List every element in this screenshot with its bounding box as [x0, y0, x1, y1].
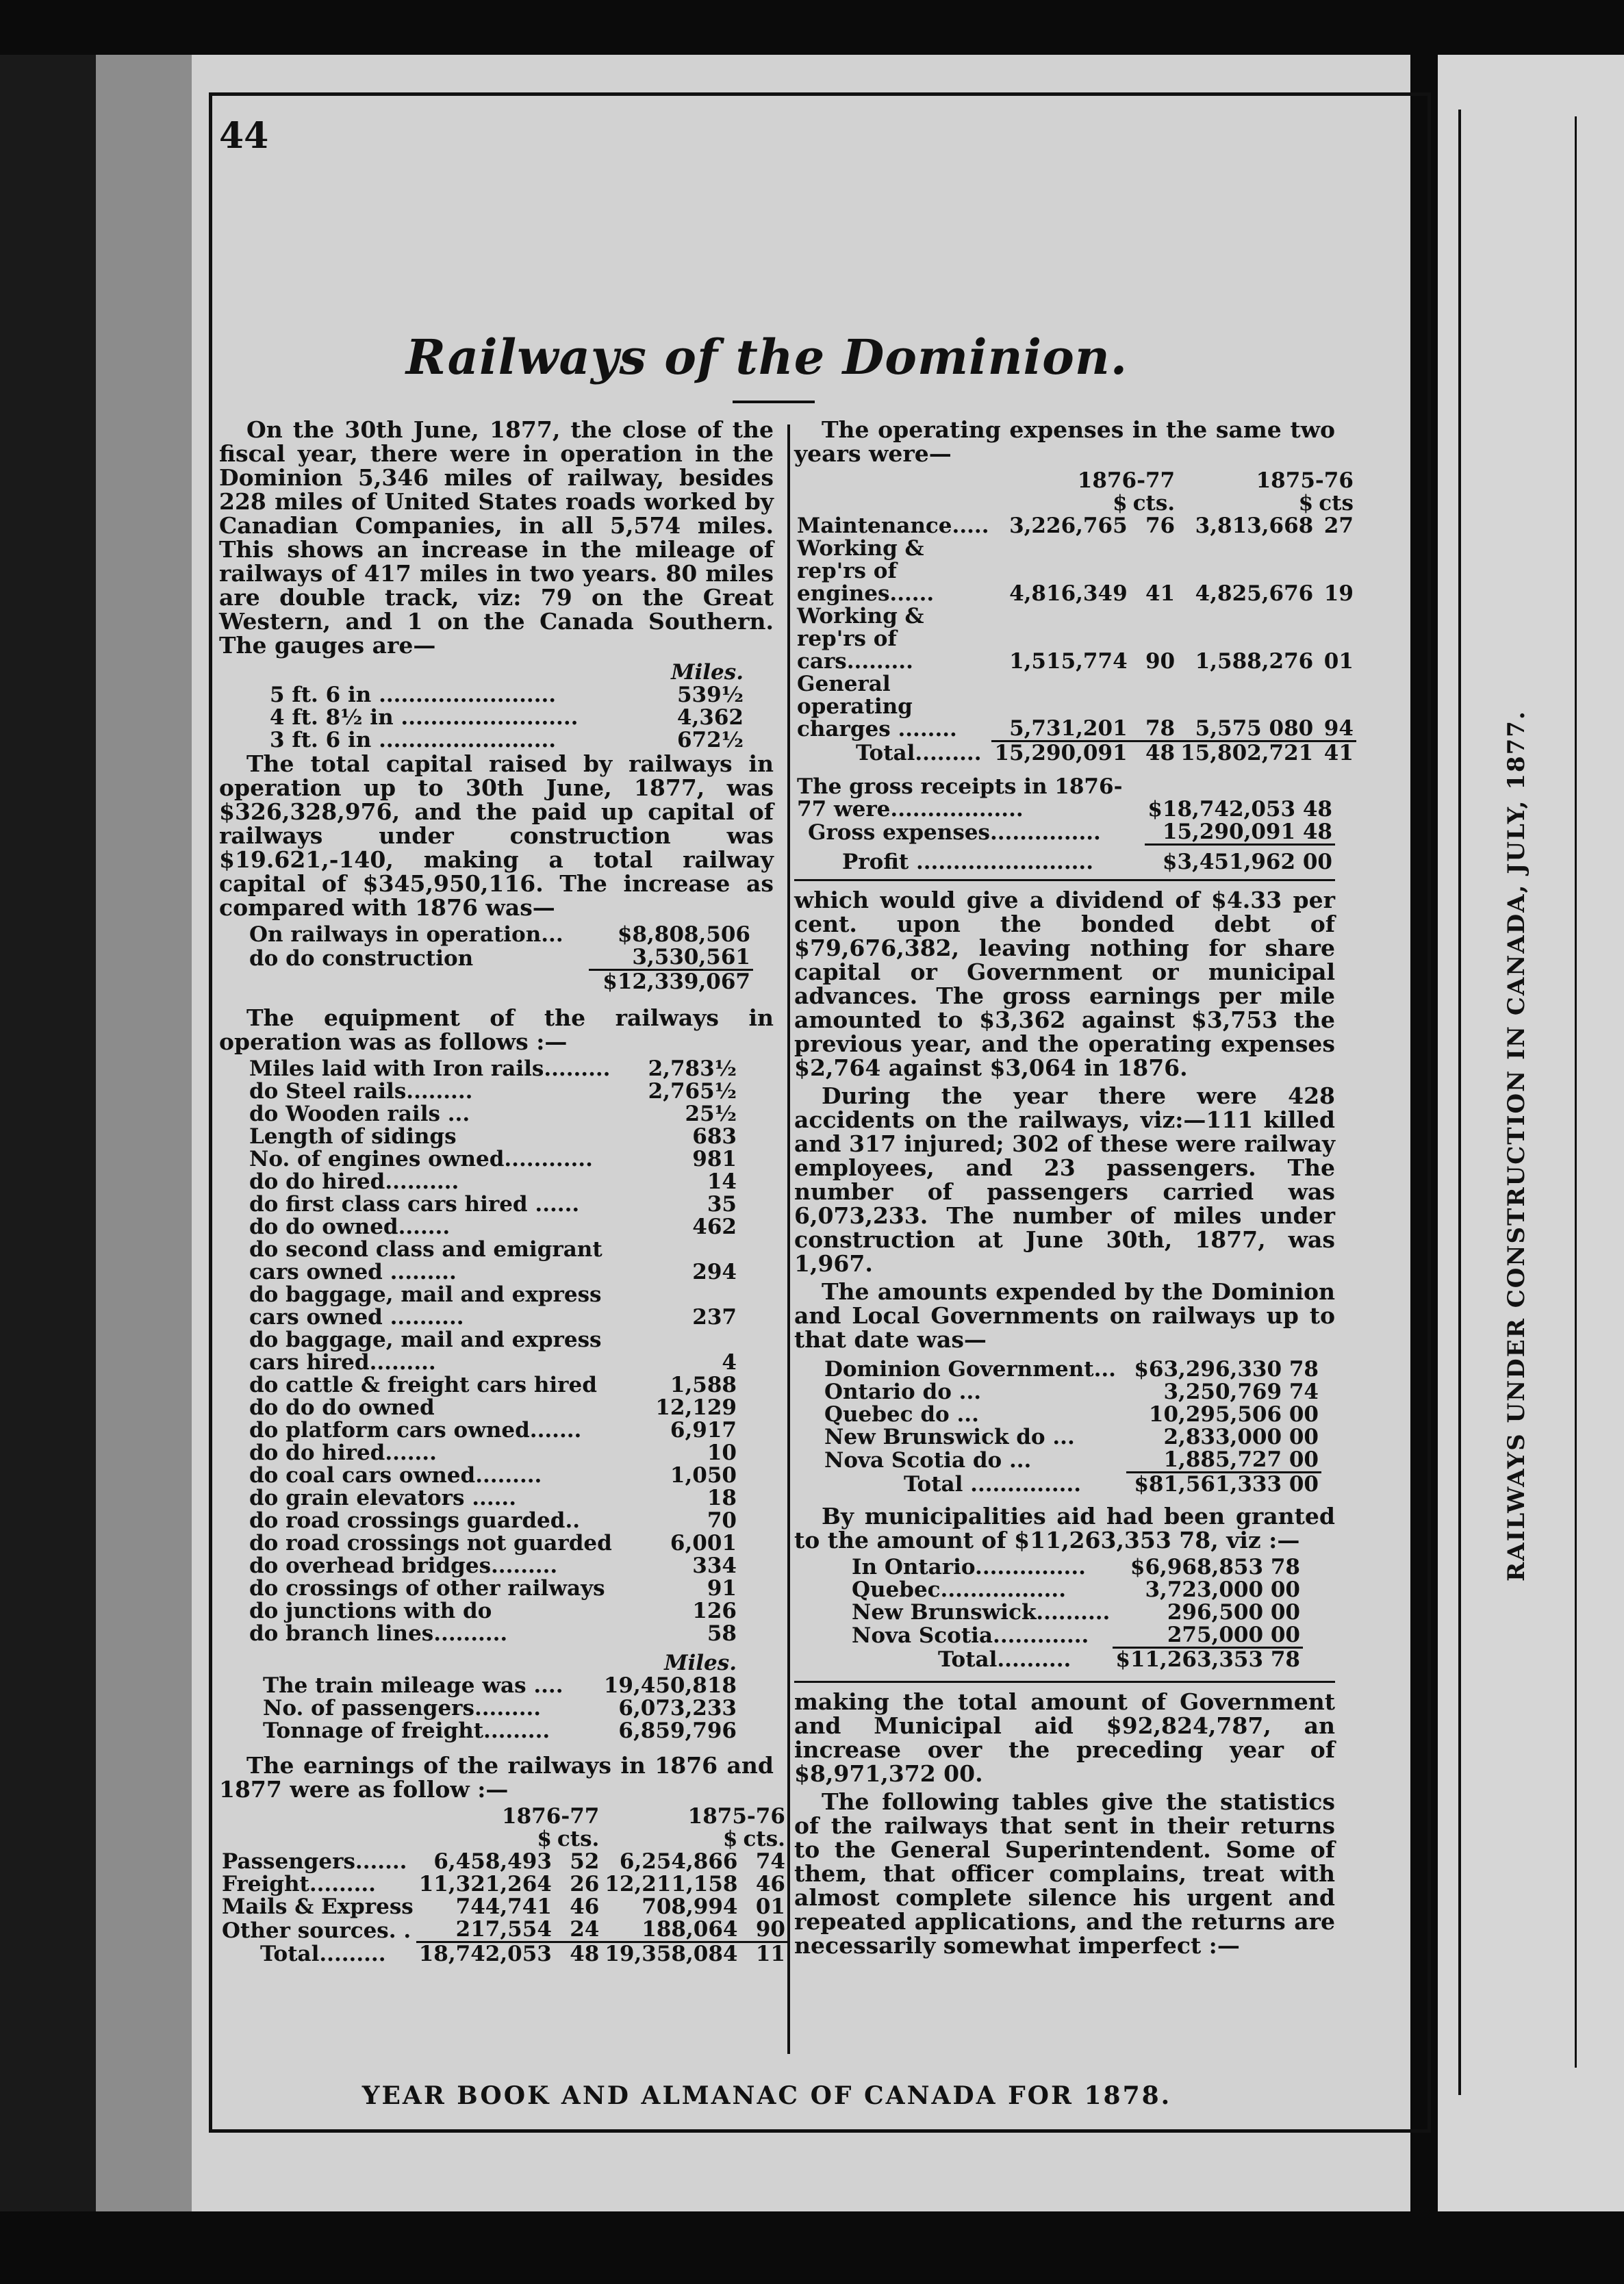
right-column: [794, 416, 1354, 1962]
table-row: 4 ft. 8½ in ........................ 4,362: [270, 705, 744, 730]
capital-paragraph: The total capital raised by railways in operation up to 30th June, 1877, was $326,328,976, and the paid up capital of railways under construction was $19.621,-140, making a total railway capital of $345,950,116. The increase as compared with 1876 was—: [219, 750, 774, 921]
gauges-header: Miles.: [671, 660, 744, 685]
table-row: Ontario do ... 3,250,769 74: [824, 1379, 1319, 1404]
table-row: do baggage, mail and express cars hired......... 4: [249, 1328, 737, 1375]
table-row: do road crossings not guarded 6,001: [249, 1531, 737, 1556]
equipment-table: [246, 1058, 739, 1645]
municipal-paragraph: By municipalities aid had been granted to the amount of $11,263,353 78, viz :—: [794, 1502, 1335, 1553]
table-row: Quebec................. 3,723,000 00: [852, 1577, 1300, 1602]
table-row: do do owned....... 462: [249, 1215, 737, 1239]
page-footer: YEAR BOOK AND ALMANAC OF CANADA FOR 1878.: [361, 2081, 1172, 2110]
table-row: New Brunswick.......... 296,500 00: [852, 1599, 1300, 1625]
section-rule: [794, 1681, 1335, 1683]
table-row: Passengers....... 6,458,493 52 6,254,866 74: [222, 1849, 785, 1874]
page-title: Railways of the Dominion.: [405, 329, 1128, 385]
table-row: Nova Scotia............. 275,000 00: [852, 1622, 1300, 1648]
table-row: The train mileage was .... 19,450,818: [263, 1673, 737, 1698]
facing-page-running-head: RAILWAYS UNDER CONSTRUCTION IN CANADA, JULY, 1877.: [1503, 710, 1530, 1582]
table-row: do Wooden rails ... 25½: [249, 1102, 737, 1126]
table-row: do do do owned 12,129: [249, 1395, 737, 1420]
table-row: Quebec do ... 10,295,506 00: [824, 1401, 1319, 1427]
gauges-table: [267, 661, 746, 752]
table-row: 3 ft. 6 in ........................ 672½: [270, 728, 744, 752]
increase-total: $12,339,067: [589, 970, 753, 994]
table-row: New Brunswick do ... 2,833,000 00: [824, 1424, 1319, 1449]
section-rule: [794, 879, 1335, 881]
government-table: [822, 1358, 1321, 1496]
table-row: do crossings of other railways 91: [249, 1576, 737, 1601]
table-row: [246, 970, 753, 994]
gross-table: [794, 776, 1335, 874]
table-row: In Ontario............... $6,968,853 78: [852, 1554, 1300, 1579]
table-row: do junctions with do 126: [249, 1599, 737, 1623]
profit-row: Profit ........................ $3,451,962 00: [794, 844, 1335, 874]
table-row: Freight......... 11,321,264 26 12,211,158 46: [222, 1872, 785, 1896]
table-row: do grain elevators ...... 18: [249, 1486, 737, 1510]
increase-table: [246, 924, 753, 993]
expenses-total-row: Total......... 15,290,091 48 15,802,721 41: [794, 741, 1356, 765]
earnings-paragraph: The earnings of the railways in 1876 and 1877 were as follow :—: [219, 1752, 774, 1803]
table-row: No. of passengers......... 6,073,233: [263, 1696, 737, 1721]
operating-expenses-paragraph: The operating expenses in the same two years were—: [794, 416, 1335, 467]
table-row: do overhead bridges......... 334: [249, 1553, 737, 1578]
table-row: 5 ft. 6 in ........................ 539½: [270, 683, 744, 707]
table-row: do branch lines.......... 58: [249, 1621, 737, 1646]
table-row: Other sources. . 217,554 24 188,064 90: [222, 1917, 785, 1943]
table-row: do platform cars owned....... 6,917: [249, 1418, 737, 1443]
table-row: General operating charges ........ 5,731,201 78 5,575 080 94: [797, 672, 1354, 741]
table-row: On railways in operation... $8,808,506: [249, 922, 750, 947]
table-row: Nova Scotia do ... 1,885,727 00: [824, 1447, 1319, 1473]
table-row: Dominion Government... $63,296,330 78: [824, 1356, 1319, 1382]
traffic-table: [260, 1652, 739, 1742]
table-row: do first class cars hired ...... 35: [249, 1192, 737, 1217]
table-row: do do construction 3,530,561: [249, 945, 750, 971]
government-total-row: Total ............... $81,561,333 00: [822, 1472, 1321, 1496]
table-row: do do hired.......... 14: [249, 1169, 737, 1194]
table-row: Length of sidings 683: [249, 1124, 737, 1149]
equipment-paragraph: The equipment of the railways in operation was as follows :—: [219, 1004, 774, 1055]
table-row: do second class and emigrant cars owned ......... 294: [249, 1237, 737, 1284]
table-row: Mails & Express 744,741 46 708,994 01: [222, 1894, 785, 1919]
municipal-table: [849, 1556, 1303, 1671]
table-row: do coal cars owned......... 1,050: [249, 1463, 737, 1488]
intro-paragraph: On the 30th June, 1877, the close of the fiscal year, there were in operation in the Dominion 5,346 miles of railway, besides 228 miles of United States roads worked by Canadian Companies, in all 5,574 miles. This shows an increase in the mileage of railways of 417 miles in two years. 80 miles are double track, viz: 79 on the Great Western, and 1 on the Canada Southern. The gauges are—: [219, 416, 774, 659]
table-row: Gross expenses............... 15,290,091 48: [808, 819, 1332, 845]
facing-page-rule-inner: [1575, 116, 1577, 2068]
title-rule: [733, 401, 815, 403]
facing-page-rule: [1458, 110, 1461, 2095]
table-row: Maintenance..... 3,226,765 76 3,813,668 27: [797, 513, 1354, 538]
table-row: Miles laid with Iron rails......... 2,783½: [249, 1056, 737, 1081]
table-row: No. of engines owned............ 981: [249, 1147, 737, 1171]
municipal-total-row: Total.......... $11,263,353 78: [849, 1647, 1303, 1671]
government-paragraph: The amounts expended by the Dominion and Local Governments on railways up to that date was—: [794, 1278, 1335, 1353]
table-row: do road crossings guarded.. 70: [249, 1508, 737, 1533]
expenses-table: 1876-77 1875-76 $ cts. $ cts Maintenance..... 3,226,765 76 3,813,668 27 Working & rep'rs of engines...... 4,816,349 41 4,825,676 19 Working & rep'rs of cars......... 1,515,774 90 1,588,276 01 General operating charges ........ 5,731,201 78 5,575 080 94 Total......... 15,290,091 48 15,802,721 41: [794, 470, 1356, 765]
earnings-total-row: Total......... 18,742,053 48 19,358,084 11: [219, 1942, 788, 1966]
facing-page: [1438, 55, 1624, 2211]
table-row: Working & rep'rs of engines...... 4,816,349 41 4,825,676 19: [797, 536, 1354, 606]
page-number: 44: [219, 115, 269, 157]
table-row: do do hired....... 10: [249, 1441, 737, 1465]
table-row: The gross receipts in 1876-77 were.................. $18,742,053 48: [797, 774, 1332, 822]
left-column: [219, 416, 785, 1966]
total-aid-paragraph: making the total amount of Government and Municipal aid $92,824,787, an increase over the preceding year of $8,971,372 00.: [794, 1688, 1335, 1787]
table-row: do baggage, mail and express cars owned .......... 237: [249, 1282, 737, 1330]
accidents-paragraph: During the year there were 428 accidents on the railways, viz:—111 killed and 317 injured; 302 of these were railway employees, and 23 passengers. The number of passengers carried was 6,073,233. The number of miles under construction at June 30th, 1877, was 1,967.: [794, 1082, 1335, 1277]
book-spine: [0, 55, 103, 2211]
table-row: Tonnage of freight......... 6,859,796: [263, 1718, 737, 1743]
table-row: do cattle & freight cars hired 1,588: [249, 1373, 737, 1397]
statistics-paragraph: The following tables give the statistics of the railways that sent in their returns to the General Superintendent. Some of them, that officer complains, treat with almost complete silence his urgent and repeated applications, and the returns are necessarily somewhat imperfect :—: [794, 1788, 1335, 1959]
dividend-paragraph: which would give a dividend of $4.33 per cent. upon the bonded debt of $79,676,382, leaving nothing for share capital or Government or municipal advances. The gross earnings per mile amounted to $3,362 against $3,753 the previous year, and the operating expenses $2,764 against $3,064 in 1876.: [794, 886, 1335, 1081]
table-row: do Steel rails......... 2,765½: [249, 1079, 737, 1104]
traffic-header: Miles.: [664, 1651, 737, 1675]
earnings-table: 1876-77 1875-76 $ cts. $ cts. Passengers....... 6,458,493 52 6,254,866 74 Freight......... 11,321,264 26 12,211,158 46 Mails & Express 744,741 46 708,994 01 Other sources. . 217,554 24 188,064 90 Total......... 18,742,053 48 19,358,084 11: [219, 1805, 788, 1966]
table-row: Working & rep'rs of cars......... 1,515,774 90 1,588,276 01: [797, 604, 1354, 674]
